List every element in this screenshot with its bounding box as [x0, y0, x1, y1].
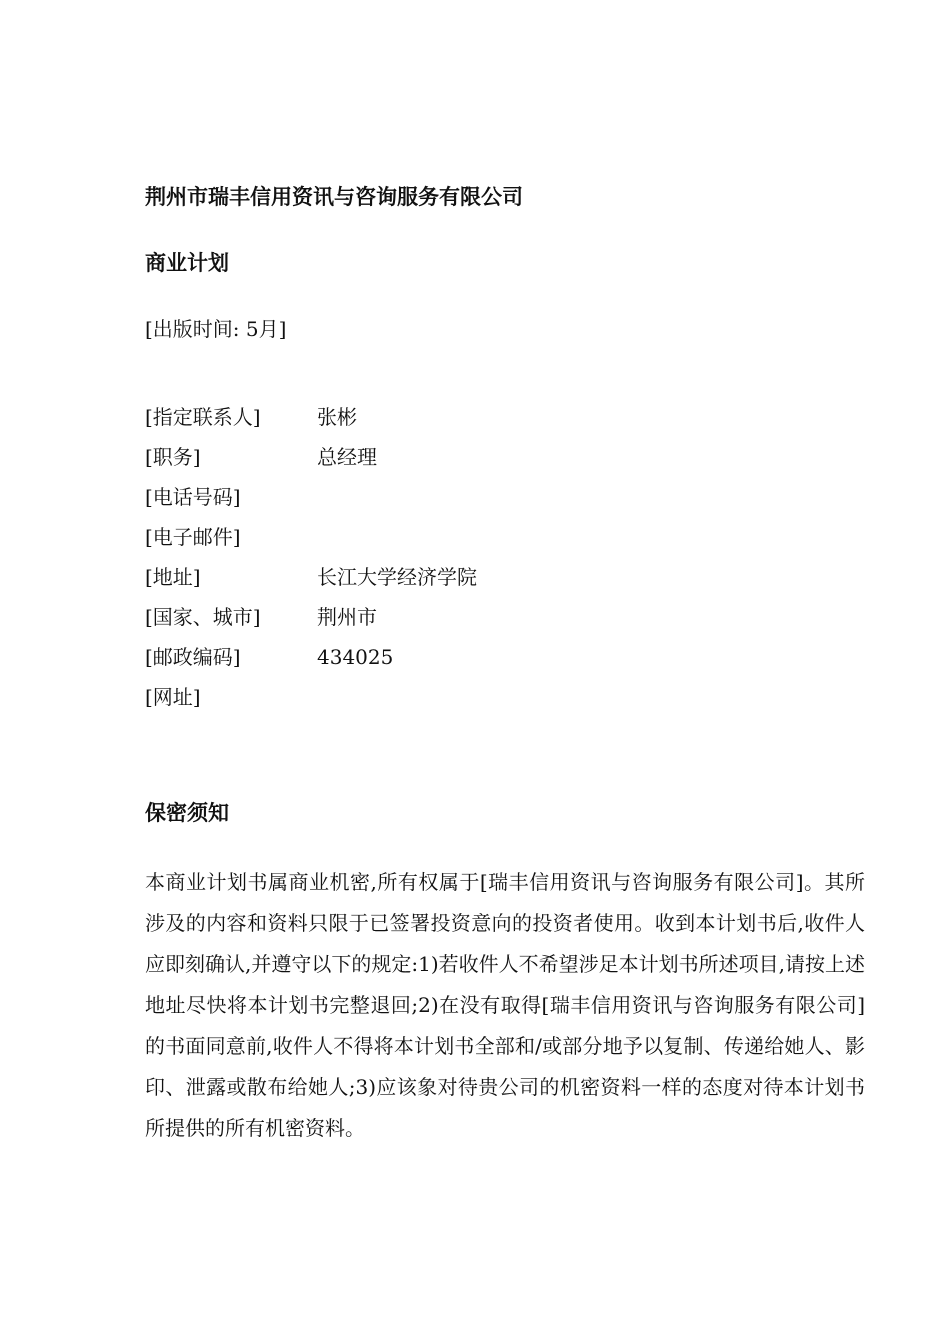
contact-value: 总经理 [317, 445, 377, 469]
company-name: 荆州市瑞丰信用资讯与咨询服务有限公司 [145, 185, 523, 209]
contact-row-phone [145, 482, 745, 522]
contact-value [317, 522, 745, 562]
contact-label: [国家、城市] [145, 605, 261, 629]
contact-label: [地址] [145, 565, 201, 589]
contact-value: 434025 [317, 645, 394, 669]
contact-row-email [145, 522, 745, 562]
document-title: 商业计划 [145, 251, 229, 275]
contact-label: [职务] [145, 445, 201, 469]
contact-label: [指定联系人] [145, 405, 261, 429]
contact-value: 长江大学经济学院 [317, 565, 477, 589]
contact-label: [电子邮件] [145, 525, 241, 549]
confidentiality-body: 本商业计划书属商业机密,所有权属于[瑞丰信用资讯与咨询服务有限公司]。其所涉及的内容和资料只限于已签署投资意向的投资者使用。收到本计划书后,收件人应即刻确认,并遵守以下的规定:1)若收件人不希望涉足本计划书所述项目,请按上述地址尽快将本计划书完整退回;2)在没有取得[瑞丰信用资讯与咨询服务有限公司]的书面同意前,收件人不得将本计划书全部和/或部分地予以复制、传递给她人、影印、泄露或散布给她人;3)应该象对待贵公司的机密资料一样的态度对待本计划书所提供的所有机密资料。 [145, 870, 865, 1140]
contact-value: 荆州市 [317, 605, 377, 629]
contact-info [145, 402, 745, 722]
contact-row-person [145, 402, 745, 442]
contact-value: 张彬 [317, 405, 357, 429]
contact-value [317, 482, 745, 522]
contact-label: [网址] [145, 685, 201, 709]
contact-row-position [145, 442, 745, 482]
contact-row-country-city [145, 602, 745, 642]
contact-label: [电话号码] [145, 485, 241, 509]
publication-date: [出版时间: 5月] [145, 317, 287, 341]
contact-value [317, 682, 745, 722]
contact-label: [邮政编码] [145, 645, 241, 669]
contact-row-postcode [145, 642, 745, 682]
confidentiality-title: 保密须知 [145, 801, 229, 825]
contact-row-website [145, 682, 745, 722]
contact-row-address [145, 562, 745, 602]
